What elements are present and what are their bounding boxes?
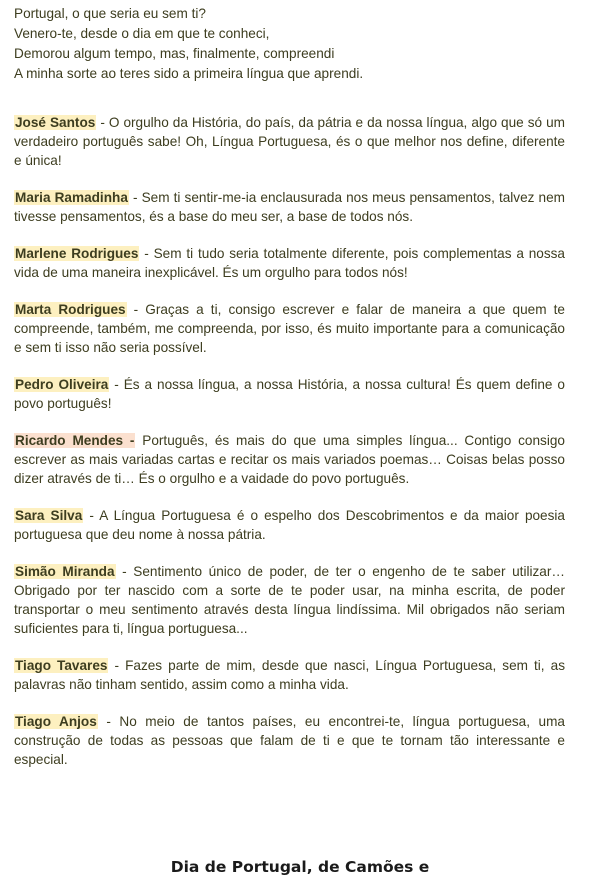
poem-line: A minha sorte ao teres sido a primeira língua que aprendi.: [14, 66, 364, 81]
testimonial-entry: [14, 506, 565, 544]
testimonial-text: - Sem ti sentir-me-ia enclausurada nos meus pensamentos, talvez nem tivesse pensamentos, és a base do meu ser, a base de todos nós.: [14, 190, 566, 224]
testimonial-text: - A Língua Portuguesa é o espelho dos Descobrimentos e da maior poesia portuguesa que deu nome à nossa pátria.: [14, 508, 565, 542]
author-name: Pedro Oliveira: [15, 377, 109, 392]
testimonial-text: - O orgulho da História, do país, da pátria e da nossa língua, algo que só um verdadeiro português sabe! Oh, Língua Portuguesa, és o que melhor nos define, diferente e única!: [14, 115, 565, 168]
testimonial-text: - No meio de tantos países, eu encontrei-te, língua portuguesa, uma construção de todas as pessoas que falam de ti e que te tornam tão interessante e especial.: [14, 714, 565, 767]
poem-stanza: [14, 4, 586, 84]
author-name: Tiago Anjos: [15, 714, 97, 729]
testimonial-text: - Fazes parte de mim, desde que nasci, Língua Portuguesa, sem ti, as palavras não tinham sentido, assim como a minha vida.: [14, 658, 565, 692]
author-name: Sara Silva: [15, 508, 83, 523]
testimonial-text: - Sem ti tudo seria totalmente diferente, pois complementas a nossa vida de uma maneira inexplicável. És um orgulho para todos nós!: [14, 246, 565, 280]
testimonial-entry: [14, 656, 565, 694]
testimonial-entry: [14, 562, 565, 638]
author-name: Marta Rodrigues: [15, 302, 126, 317]
testimonial-text: - És a nossa língua, a nossa História, a nossa cultura! És quem define o povo português!: [14, 377, 565, 411]
testimonial-list: [14, 113, 565, 787]
testimonial-entry: [14, 375, 565, 413]
page-footer-title: Dia de Portugal, de Camões e: [170, 858, 430, 876]
testimonial-text: Português, és mais do que uma simples língua... Contigo consigo escrever as mais variadas cartas e recitar os mais variados poemas… Coisas belas posso dizer através de ti… És o orgulho e a vaidade do povo português.: [14, 433, 565, 486]
author-name: Ricardo Mendes -: [15, 433, 135, 448]
author-name: José Santos: [15, 115, 96, 130]
poem-line: Portugal, o que seria eu sem ti?: [14, 6, 206, 21]
author-name: Simão Miranda: [15, 564, 115, 579]
testimonial-entry: [14, 188, 565, 226]
testimonial-entry: [14, 712, 565, 769]
testimonial-entry: [14, 300, 565, 357]
author-name: Marlene Rodrigues: [15, 246, 139, 261]
testimonial-text: - Sentimento único de poder, de ter o engenho de te saber utilizar… Obrigado por ter nascido com a sorte de te poder usar, na minha escrita, de poder transportar o meu sentimento através desta língua lindíssima. Mil obrigados não seriam suficientes para ti, língua portuguesa...: [14, 564, 565, 636]
testimonial-entry: [14, 244, 565, 282]
author-name: Tiago Tavares: [15, 658, 108, 673]
testimonial-entry: [14, 113, 565, 170]
testimonial-text: - Graças a ti, consigo escrever e falar de maneira a que quem te compreende, também, me compreenda, por isso, és muito importante para a comunicação e sem ti isso não seria possível.: [14, 302, 565, 355]
poem-line: Demorou algum tempo, mas, finalmente, compreendi: [14, 46, 335, 61]
poem-line: Venero-te, desde o dia em que te conheci,: [14, 26, 270, 41]
testimonial-entry: [14, 431, 565, 488]
author-name: Maria Ramadinha: [15, 190, 128, 205]
